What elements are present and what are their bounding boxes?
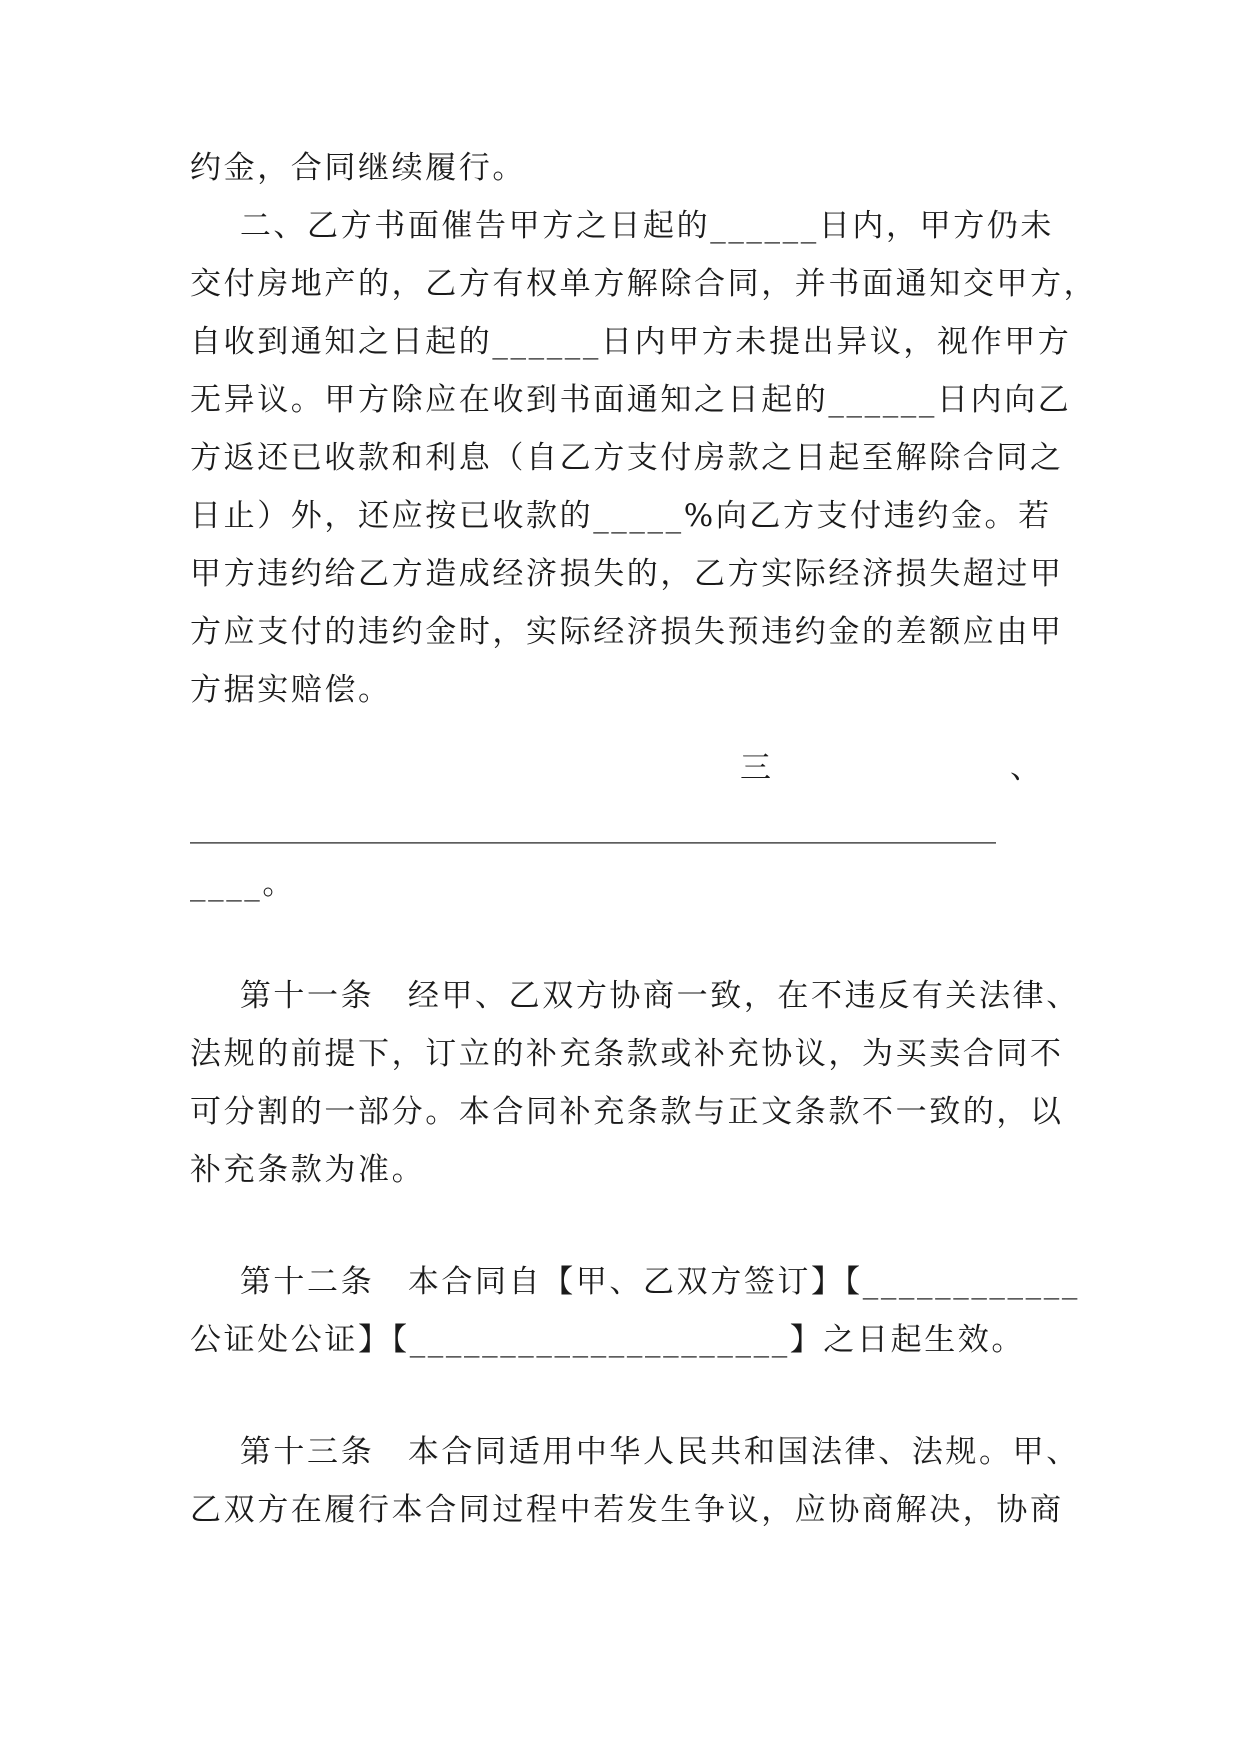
text-line-10: 方据实赔偿。: [190, 672, 392, 708]
text-line-9: 方应支付的违约金时，实际经济损失预违约金的差额应由甲: [190, 614, 1064, 650]
article-11-line-4: 补充条款为准。: [190, 1152, 426, 1188]
text-line-3: 交付房地产的，乙方有权单方解除合同，并书面通知交甲方，: [190, 266, 1098, 302]
article-13-line-1: 第十三条 本合同适用中华人民共和国法律、法规。甲、: [190, 1434, 1080, 1470]
article-12-line-2: 公证处公证】【_____________________】之日起生效。: [190, 1322, 1025, 1358]
blank-line-long: ____________________________________________________: [190, 808, 996, 844]
article-11-line-2: 法规的前提下，订立的补充条款或补充协议，为买卖合同不: [190, 1036, 1064, 1072]
article-12-line-1: 第十二条 本合同自【甲、乙双方签订】【____________: [190, 1264, 1080, 1300]
text-line-5: 无异议。甲方除应在收到书面通知之日起的______日内向乙: [190, 382, 1072, 418]
clause-three-number: 三: [740, 750, 774, 786]
text-line-4: 自收到通知之日起的______日内甲方未提出异议，视作甲方: [190, 324, 1072, 360]
text-line-1: 约金，合同继续履行。: [190, 150, 526, 186]
text-line-7: 日止）外，还应按已收款的_____%向乙方支付违约金。若: [190, 498, 1052, 534]
article-11-line-1: 第十一条 经甲、乙双方协商一致，在不违反有关法律、: [190, 978, 1080, 1014]
article-13-line-2: 乙双方在履行本合同过程中若发生争议，应协商解决，协商: [190, 1492, 1064, 1528]
clause-three-comma: 、: [1010, 750, 1044, 786]
blank-line-short: ____。: [190, 866, 296, 902]
text-line-2: 二、乙方书面催告甲方之日起的______日内，甲方仍未: [190, 208, 1055, 244]
article-11-line-3: 可分割的一部分。本合同补充条款与正文条款不一致的，以: [190, 1094, 1064, 1130]
text-line-8: 甲方违约给乙方造成经济损失的，乙方实际经济损失超过甲: [190, 556, 1064, 592]
text-line-6: 方返还已收款和利息（自乙方支付房款之日起至解除合同之: [190, 440, 1064, 476]
